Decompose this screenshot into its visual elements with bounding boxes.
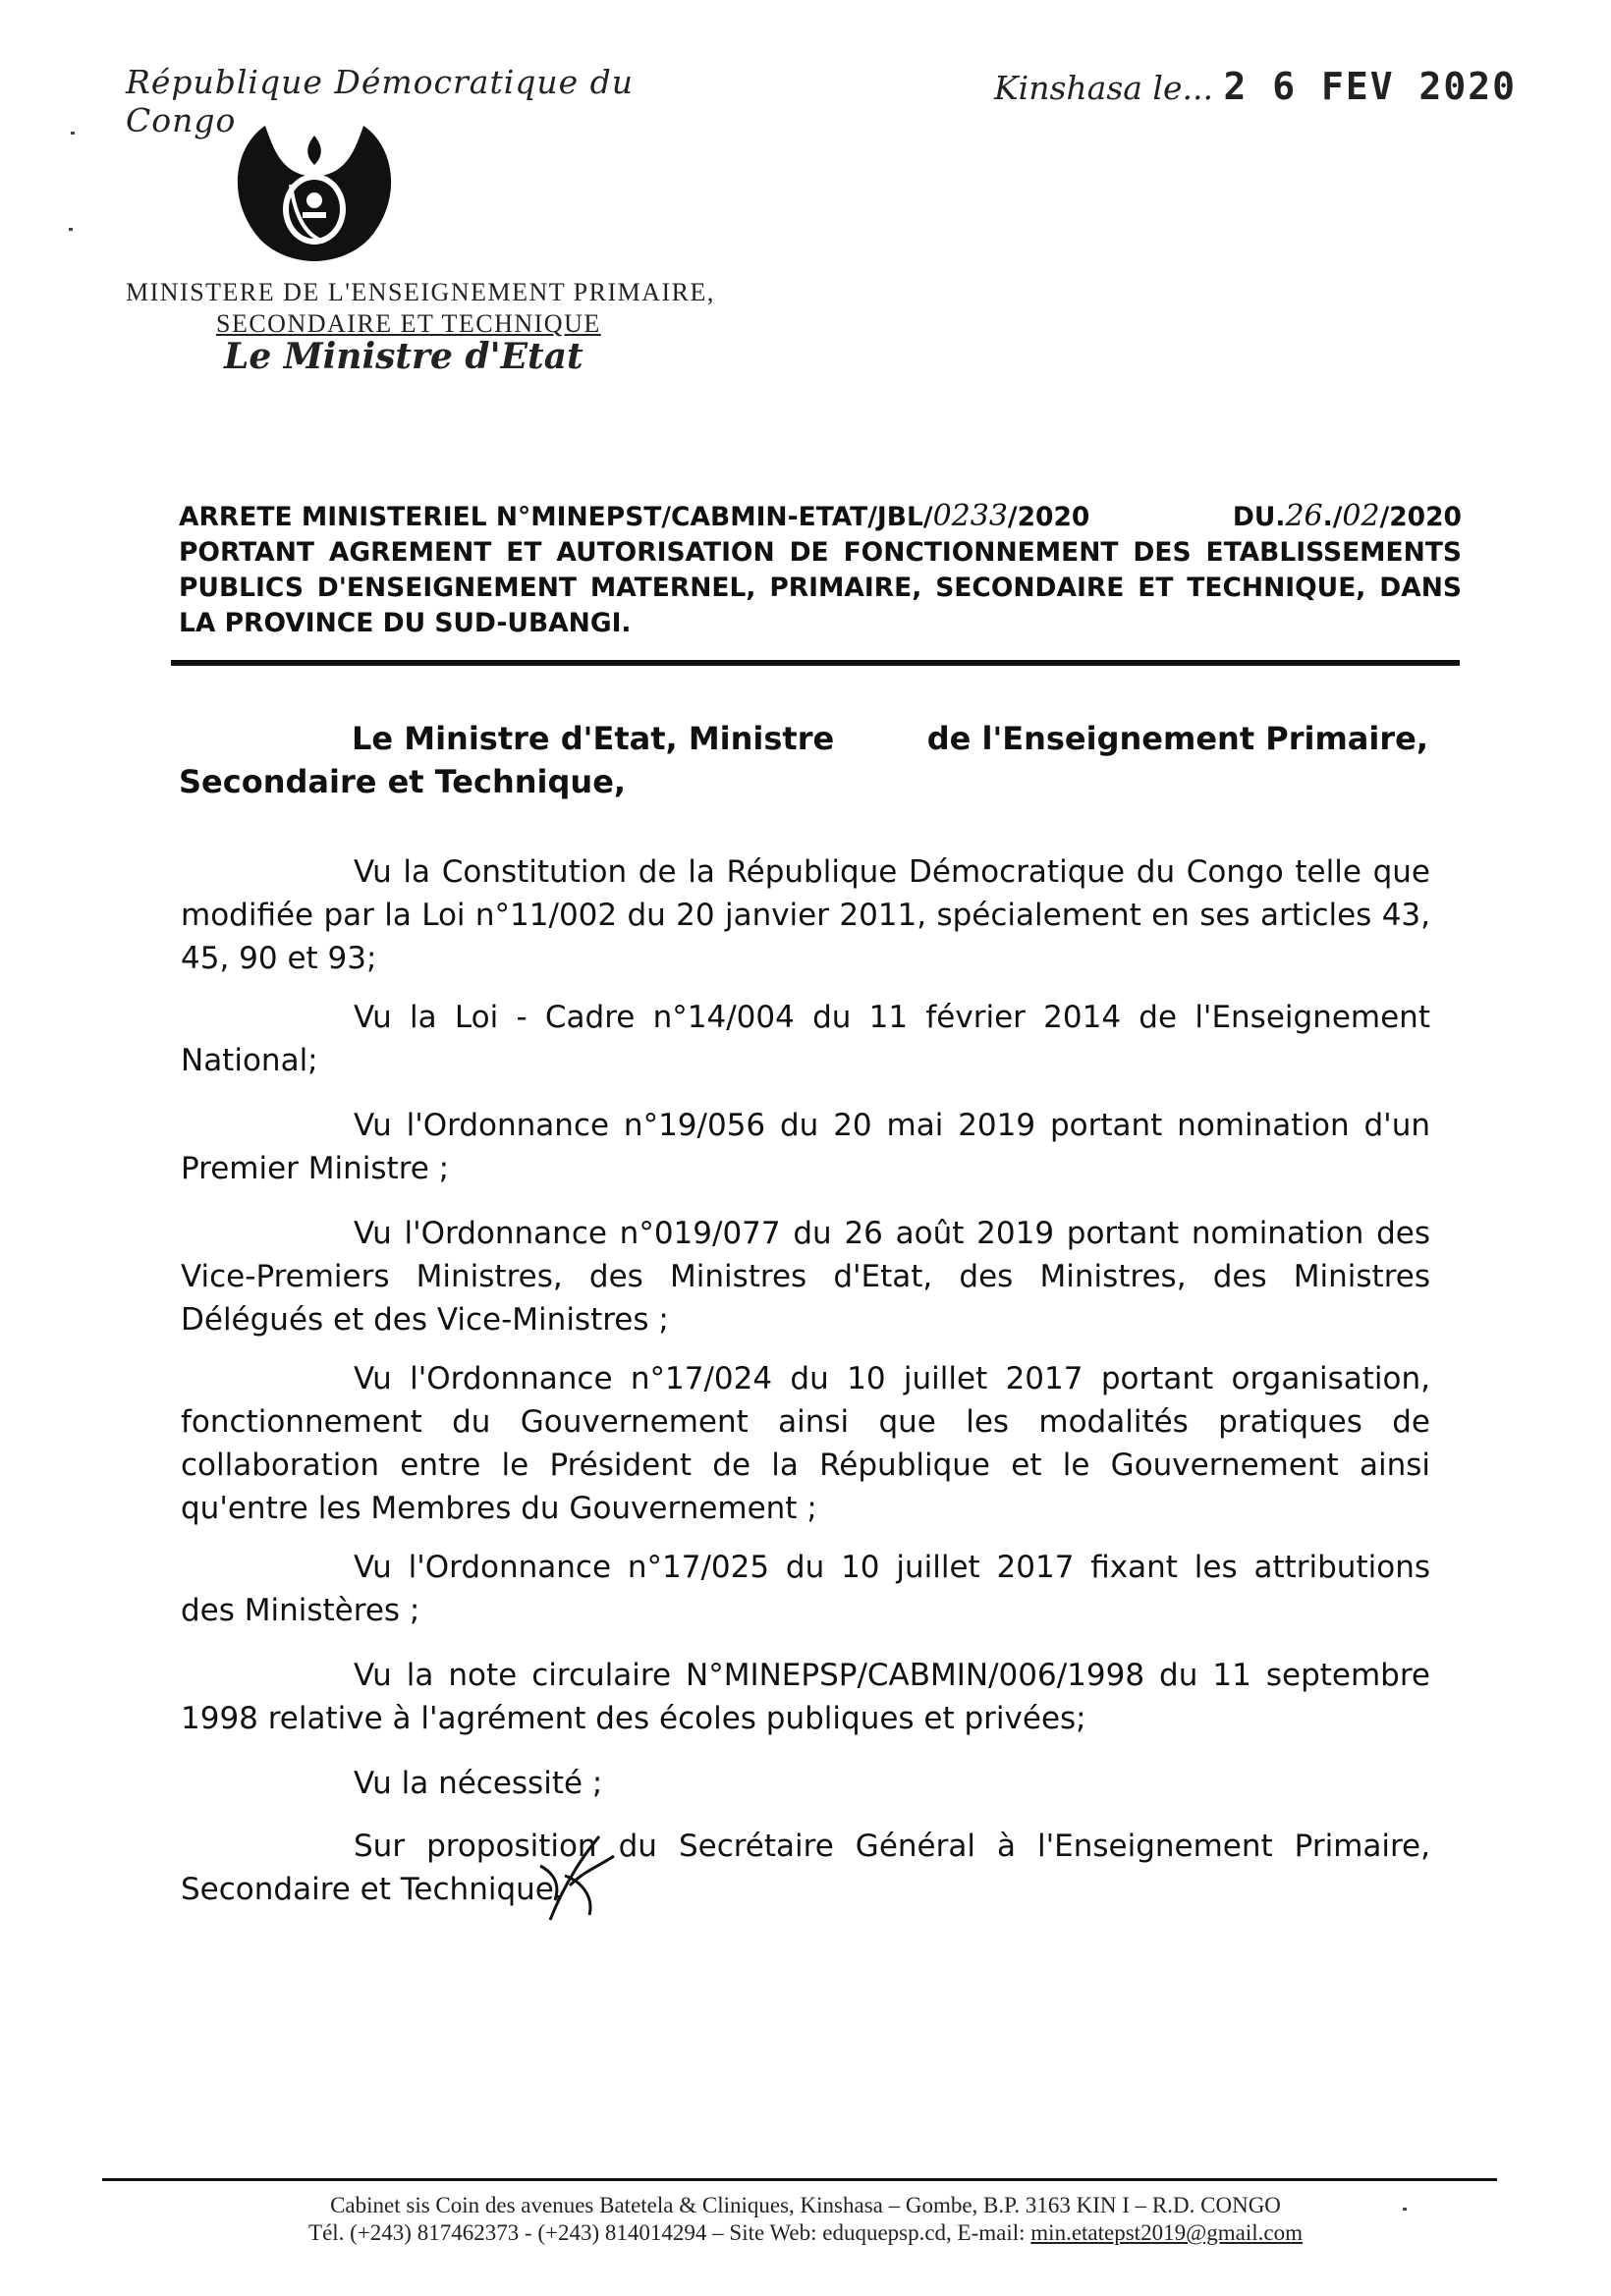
- decree-date-sep: ./: [1322, 502, 1343, 532]
- consideration-item: Vu la nécessité ;: [354, 1766, 603, 1801]
- decree-number-prefix: ARRETE MINISTERIEL N°MINEPST/CABMIN-ETAT/JBL/: [179, 502, 933, 532]
- authority-intro: [179, 717, 1428, 803]
- authority-line-1a: Le Ministre d'Etat, Ministre: [352, 720, 835, 757]
- decree-date-prefix: DU.: [1232, 502, 1286, 532]
- consideration-item: Vu la Constitution de la République Démocratique du Congo telle que modifiée par la Loi n°11/002 du 20 janvier 2011, spécialement en ses articles 43, 45, 90 et 93;: [181, 854, 1430, 976]
- decree-number-handwritten: 0233: [932, 499, 1008, 533]
- consideration-item: Vu la Loi - Cadre n°14/004 du 11 février 2014 de l'Enseignement National;: [181, 1000, 1430, 1078]
- coat-of-arms-emblem: [196, 116, 432, 263]
- place-date: [994, 65, 1517, 108]
- date-stamp: 2 6 FEV 2020: [1223, 65, 1518, 108]
- ministry-block: [126, 277, 715, 340]
- scan-speck: [71, 132, 75, 135]
- handwritten-paraph-signature: [530, 1827, 639, 1925]
- decree-date-suffix: /2020: [1379, 502, 1462, 532]
- footer-divider: [102, 2178, 1497, 2181]
- place-date-prefix: Kinshasa le...: [994, 69, 1213, 107]
- consideration-item: Sur proposition du Secrétaire Général à l'Enseignement Primaire, Secondaire et Technique,: [181, 1829, 1430, 1907]
- footer-phones-web: Tél. (+243) 817462373 - (+243) 814014294 – Site Web: eduquepsp.cd, E-mail:: [308, 2220, 1031, 2245]
- authority-line-1: [179, 717, 1428, 760]
- footer: [0, 2192, 1611, 2247]
- heading-divider: [171, 660, 1460, 666]
- ministry-line-1: MINISTERE DE L'ENSEIGNEMENT PRIMAIRE,: [126, 278, 715, 306]
- consideration-item: Vu l'Ordonnance n°019/077 du 26 août 2019 portant nomination des Vice-Premiers Ministres, des Ministres d'Etat, des Ministres, des Ministres Délégués et des Vice-Ministres ;: [181, 1216, 1430, 1338]
- consideration-item: Vu la note circulaire N°MINEPSP/CABMIN/006/1998 du 11 septembre 1998 relative à l'agrément des écoles publiques et privées;: [181, 1658, 1430, 1736]
- decree-heading: [179, 499, 1462, 641]
- decree-number-row: [179, 499, 1462, 535]
- decree-date: [1233, 499, 1462, 535]
- footer-email-link[interactable]: min.etatepst2019@gmail.com: [1030, 2220, 1303, 2245]
- decree-date-month: 02: [1342, 499, 1380, 533]
- authority-line-1b: de l'Enseignement Primaire,: [926, 720, 1428, 757]
- authority-line-2: Secondaire et Technique,: [179, 763, 627, 800]
- footer-contacts: [0, 2219, 1611, 2247]
- ministry-line-2: SECONDAIRE ET TECHNIQUE: [216, 309, 601, 338]
- decree-date-day: 26: [1285, 499, 1323, 533]
- country-name: République Démocratique du Congo: [126, 63, 635, 139]
- scan-speck: [69, 228, 73, 231]
- decree-number: [179, 499, 1089, 535]
- consideration-item: Vu l'Ordonnance n°17/024 du 10 juillet 2017 portant organisation, fonctionnement du Gouvernement ainsi que les modalités pratiques de collaboration entre le Président de la République et le Gouvernement ainsi qu'entre les Membres du Gouvernement ;: [181, 1361, 1430, 1526]
- decree-subject: PORTANT AGREMENT ET AUTORISATION DE FONCTIONNEMENT DES ETABLISSEMENTS PUBLICS D'ENSEIGNEMENT MATERNEL, PRIMAIRE, SECONDAIRE ET TECHNIQUE, DANS LA PROVINCE DU SUD-UBANGI.: [179, 537, 1462, 638]
- scan-speck: [1403, 2208, 1407, 2211]
- footer-address: Cabinet sis Coin des avenues Batetela & Cliniques, Kinshasa – Gombe, B.P. 3163 KIN I – R.D. CONGO: [330, 2193, 1281, 2217]
- decree-number-suffix: /2020: [1007, 502, 1090, 532]
- minister-title: Le Ministre d'Etat: [224, 336, 583, 377]
- consideration-item: Vu l'Ordonnance n°19/056 du 20 mai 2019 portant nomination d'un Premier Ministre ;: [181, 1108, 1430, 1186]
- consideration-item: Vu l'Ordonnance n°17/025 du 10 juillet 2017 fixant les attributions des Ministères ;: [181, 1550, 1430, 1628]
